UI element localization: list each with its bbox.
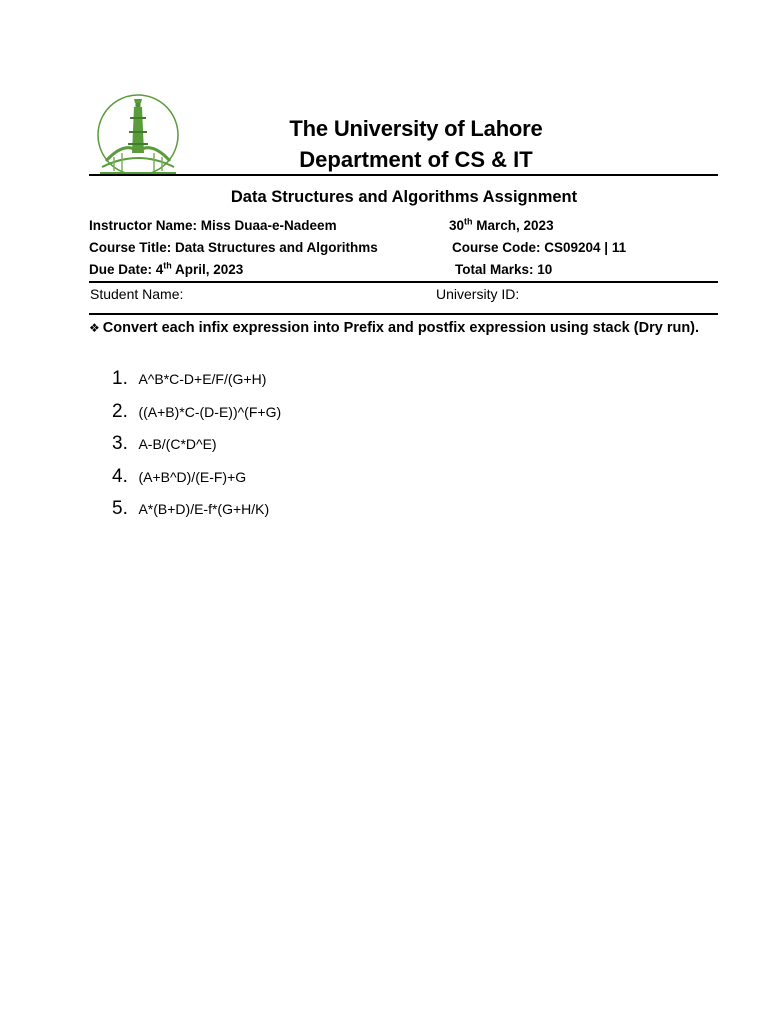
question-number: 1. xyxy=(112,368,128,389)
instructor-name: Instructor Name: Miss Duaa-e-Nadeem xyxy=(89,218,337,233)
question-number: 4. xyxy=(112,465,128,487)
list-item xyxy=(112,433,281,466)
due-date: Due Date: 4th April, 2023 xyxy=(89,260,244,277)
question-number: 3. xyxy=(112,433,128,454)
question-expression: (A+B^D)/(E-F)+G xyxy=(138,468,247,485)
list-item xyxy=(112,401,281,434)
header-divider xyxy=(89,174,718,176)
instruction xyxy=(89,316,709,340)
course-code: Course Code: CS09204 | 11 xyxy=(452,240,627,255)
question-expression: A^B*C-D+E/F/(G+H) xyxy=(138,371,267,387)
question-number: 2. xyxy=(112,400,128,422)
assignment-date: 30th March, 2023 xyxy=(449,216,554,233)
list-item xyxy=(112,498,281,531)
total-marks: Total Marks: 10 xyxy=(455,262,553,277)
diamond-bullet-icon: ❖ xyxy=(89,321,100,335)
instruction-text: Convert each infix expression into Prefix and postfix expression using stack (Dry run). xyxy=(102,320,700,336)
question-list xyxy=(112,368,281,531)
university-name: The University of Lahore xyxy=(289,116,543,141)
student-name-field: Student Name: xyxy=(90,286,184,302)
header-title-block xyxy=(160,113,672,176)
university-id-field: University ID: xyxy=(436,286,520,302)
question-expression: A*(B+D)/E-f*(G+H/K) xyxy=(138,501,270,517)
meta-divider xyxy=(89,281,718,283)
department-name: Department of CS & IT xyxy=(299,147,533,172)
list-item xyxy=(112,466,281,499)
fields-divider xyxy=(89,313,718,315)
question-expression: ((A+B)*C-(D-E))^(F+G) xyxy=(138,403,282,420)
question-number: 5. xyxy=(112,498,128,519)
list-item xyxy=(112,368,281,401)
assignment-title: Data Structures and Algorithms Assignment xyxy=(230,188,578,206)
course-title: Course Title: Data Structures and Algorithms xyxy=(89,240,378,255)
question-expression: A-B/(C*D^E) xyxy=(138,436,217,452)
